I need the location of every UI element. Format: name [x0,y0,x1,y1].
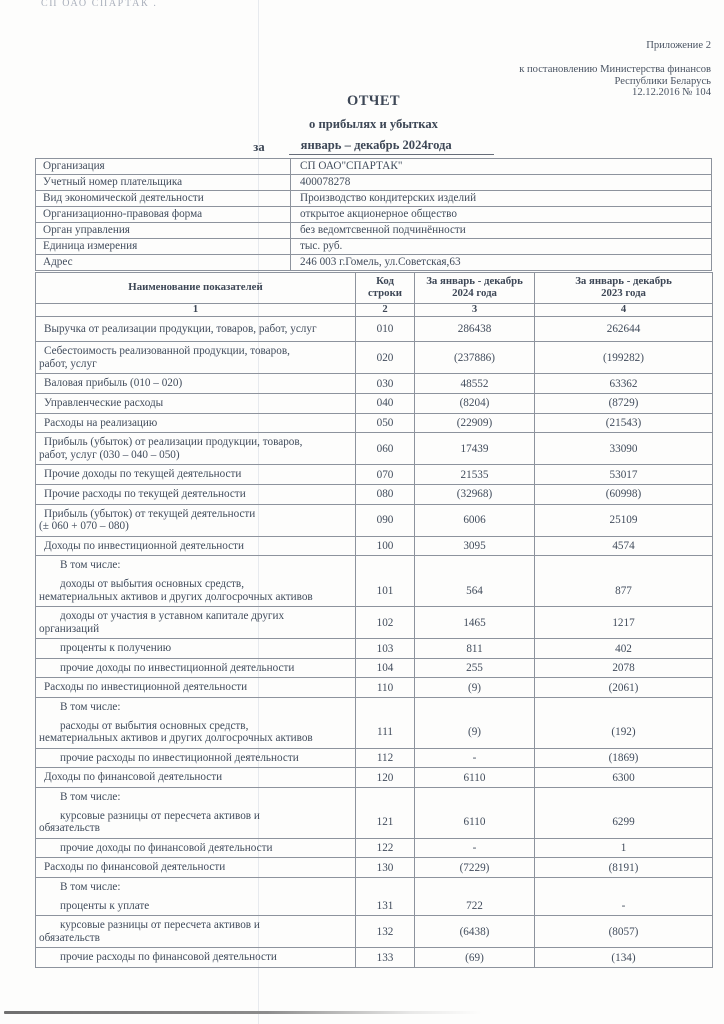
header-period-2024 [415,273,535,304]
table-row [36,838,713,858]
line-code-cell: 120 [356,768,415,788]
indicator-name-line: В том числе: [60,791,121,804]
value-2024-cell: (22909) [415,413,535,433]
value-2024-cell: 6110 [415,807,535,839]
info-value-cell: без ведомтсвенной подчинённости [291,223,712,239]
line-code-cell: 070 [356,465,415,485]
line-code-cell: 103 [356,639,415,659]
line-code-cell: 112 [356,748,415,768]
value-2024-cell [415,788,535,807]
indicator-name-line: прочие расходы по инвестиционной деятельности [60,751,299,764]
report-period-row [35,138,712,155]
scan-header-artifact-text: СП ОАО СПАРТАК . [41,0,158,9]
line-code-cell: 101 [356,575,415,607]
line-code-cell [356,698,415,717]
info-value-cell: тыс. руб. [291,239,712,255]
value-2023-cell: (1869) [535,748,713,768]
table-row [36,342,713,374]
table-row [36,393,713,413]
indicator-name-line: прочие расходы по финансовой деятельности [60,951,277,964]
indicator-name-line: прочие доходы по инвестиционной деятельности [60,661,295,674]
indicator-name-line: Прибыль (убыток) от реализации продукции, товаров, [44,436,303,449]
info-row [36,255,712,271]
value-2023-cell: (2061) [535,678,713,698]
indicator-name-cell [36,807,356,839]
profit-loss-table [35,272,713,968]
table-row [36,678,713,698]
report-title-block [35,93,712,155]
value-2023-cell: (192) [535,717,713,749]
value-2023-cell [535,878,713,897]
header-line-code [356,273,415,304]
value-2023-cell [535,698,713,717]
indicator-name-line: Себестоимость реализованной продукции, товаров, [44,345,290,358]
column-number-row [36,303,713,316]
indicator-name-line: курсовые разницы от пересчета активов и [60,809,260,822]
indicator-name-cell [36,575,356,607]
value-2024-cell: 564 [415,575,535,607]
indicator-name-cell [36,916,356,948]
indicator-name-line: В том числе: [60,559,121,572]
column-number-4: 4 [535,303,713,316]
table-subheader-row [36,556,713,575]
value-2024-cell: 17439 [415,433,535,465]
indicator-name-cell [36,484,356,504]
indicator-name-line: нематериальных активов и других долгосрочных активов [39,732,313,745]
indicator-name-line: расходы от выбытия основных средств, [60,719,249,732]
info-value-cell: 246 003 г.Гомель, ул.Советская,63 [291,255,712,271]
value-2024-cell [415,556,535,575]
value-2024-cell: 21535 [415,465,535,485]
table-row [36,948,713,968]
indicator-name-cell [36,788,356,807]
info-row [36,207,712,223]
indicator-name-cell [36,556,356,575]
line-code-cell: 122 [356,838,415,858]
value-2024-cell: (7229) [415,858,535,878]
table-row [36,807,713,839]
indicator-name-line: В том числе: [60,701,121,714]
header-period-2023-line1: За январь - декабрь [575,275,672,287]
value-2023-cell: (8057) [535,916,713,948]
header-line-code-line2: строки [367,286,403,299]
line-code-cell: 090 [356,504,415,536]
indicator-name-line: Прочие расходы по текущей деятельности [44,487,246,500]
organization-info-table [35,158,712,271]
line-code-cell: 104 [356,658,415,678]
line-code-cell: 060 [356,433,415,465]
appendix-decree-line: к постановлению Министерства финансов [519,63,711,75]
appendix-number: Приложение 2 [646,40,711,51]
value-2023-cell: 53017 [535,465,713,485]
table-row [36,374,713,394]
report-title: ОТЧЕТ [347,93,400,109]
indicator-name-line: доходы от выбытия основных средств, [60,577,245,590]
info-value-cell: 400078278 [291,175,712,191]
value-2023-cell: 1217 [535,607,713,639]
line-code-cell: 133 [356,948,415,968]
table-subheader-row [36,878,713,897]
indicator-name-line: Доходы по инвестиционной деятельности [44,539,245,552]
table-row [36,768,713,788]
value-2024-cell [415,698,535,717]
indicator-name-line: работ, услуг (030 – 040 – 050) [39,448,180,461]
indicator-name-cell [36,342,356,374]
column-number-1: 1 [36,303,356,316]
info-row [36,191,712,207]
indicator-name-cell [36,717,356,749]
info-label-cell: Вид экономической деятельности [36,191,291,207]
scan-bottom-line-artifact [4,1011,482,1014]
indicator-name-line: Расходы по инвестиционной деятельности [44,681,248,694]
value-2023-cell: (134) [535,948,713,968]
table-row [36,504,713,536]
indicator-name-line: Выручка от реализации продукции, товаров, работ, услуг [44,322,317,335]
table-subheader-row [36,698,713,717]
table-row [36,717,713,749]
line-code-cell [356,788,415,807]
appendix-block [519,40,711,99]
indicator-name-line: проценты к уплате [60,899,150,912]
value-2024-cell: 48552 [415,374,535,394]
info-label-cell: Организационно-правовая форма [36,207,291,223]
value-2024-cell [415,878,535,897]
line-code-cell [356,556,415,575]
value-2023-cell: (199282) [535,342,713,374]
column-number-2: 2 [356,303,415,316]
column-number-3: 3 [415,303,535,316]
line-code-cell: 110 [356,678,415,698]
value-2024-cell: (32968) [415,484,535,504]
value-2024-cell: 6110 [415,768,535,788]
line-code-cell: 111 [356,717,415,749]
value-2024-cell: (69) [415,948,535,968]
table-row [36,536,713,556]
info-row [36,223,712,239]
indicator-name-cell [36,433,356,465]
value-2023-cell: 402 [535,639,713,659]
indicator-name-line: В том числе: [60,881,121,893]
line-code-cell: 121 [356,807,415,839]
value-2024-cell: (9) [415,678,535,698]
table-row [36,858,713,878]
line-code-cell: 130 [356,858,415,878]
indicator-name-cell [36,748,356,768]
value-2024-cell: (6438) [415,916,535,948]
info-label-cell: Учетный номер плательщика [36,175,291,191]
value-2023-cell: 4574 [535,536,713,556]
header-period-2024-line2: 2024 года [452,286,497,299]
table-row [36,413,713,433]
info-value-cell: Производство кондитерских изделий [291,191,712,207]
value-2023-cell [535,556,713,575]
info-label-cell: Единица измерения [36,239,291,255]
indicator-name-cell [36,658,356,678]
indicator-name-line: проценты к получению [60,642,172,655]
value-2023-cell: 6299 [535,807,713,839]
table-subheader-row [36,788,713,807]
value-2023-cell: 33090 [535,433,713,465]
value-2023-cell: 877 [535,575,713,607]
line-code-cell: 132 [356,916,415,948]
indicator-name-line: Прочие доходы по текущей деятельности [44,468,242,481]
value-2024-cell: 6006 [415,504,535,536]
appendix-country-line: Республики Беларусь [614,75,711,87]
indicator-name-cell [36,465,356,485]
indicator-name-cell [36,678,356,698]
value-2024-cell: - [415,838,535,858]
table-row [36,465,713,485]
value-2024-cell: 1465 [415,607,535,639]
info-row [36,175,712,191]
info-row [36,239,712,255]
line-code-cell: 100 [356,536,415,556]
indicator-name-cell [36,698,356,717]
value-2023-cell: 63362 [535,374,713,394]
indicator-name-line: доходы от участия в уставном капитале других [60,610,285,623]
value-2024-cell: 722 [415,897,535,916]
line-code-cell: 080 [356,484,415,504]
indicator-name-line: курсовые разницы от пересчета активов и [60,919,260,932]
indicator-name-cell [36,374,356,394]
indicator-name-line: прочие доходы по финансовой деятельности [60,841,273,854]
indicator-name-line: организаций [39,622,100,635]
value-2024-cell: 3095 [415,536,535,556]
value-2023-cell: 1 [535,838,713,858]
value-2023-cell: - [535,897,713,916]
value-2024-cell: 811 [415,639,535,659]
value-2023-cell: (8191) [535,858,713,878]
value-2024-cell: - [415,748,535,768]
value-2023-cell: 2078 [535,658,713,678]
indicator-name-cell [36,393,356,413]
value-2024-cell: 255 [415,658,535,678]
line-code-cell: 050 [356,413,415,433]
indicator-name-line: Валовая прибыль (010 – 020) [44,377,183,390]
indicator-name-line: Расходы по финансовой деятельности [44,861,226,874]
line-code-cell: 040 [356,393,415,413]
value-2023-cell: (8729) [535,393,713,413]
indicator-name-cell [36,413,356,433]
indicator-name-line: Доходы по финансовой деятельности [44,771,223,784]
header-indicator-name: Наименование показателей [36,273,356,304]
info-value-cell: СП ОАО"СПАРТАК" [291,159,712,175]
indicator-name-cell [36,607,356,639]
indicator-name-cell [36,536,356,556]
header-line-code-line1: Код [376,275,394,287]
value-2023-cell: 6300 [535,768,713,788]
line-code-cell: 010 [356,316,415,342]
period-prefix: за [253,140,265,154]
indicator-name-line: обязательств [39,822,100,835]
indicator-name-cell [36,948,356,968]
indicator-name-cell [36,316,356,342]
line-code-cell: 020 [356,342,415,374]
table-row [36,658,713,678]
table-row [36,575,713,607]
value-2024-cell: (237886) [415,342,535,374]
indicator-name-cell [36,768,356,788]
value-2023-cell: (21543) [535,413,713,433]
line-code-cell: 030 [356,374,415,394]
table-header-row [36,273,713,304]
value-2024-cell: (8204) [415,393,535,413]
indicator-name-line: обязательств [39,931,100,944]
indicator-name-line: нематериальных активов и других долгосрочных активов [39,590,313,603]
indicator-name-line: Управленческие расходы [44,396,164,409]
value-2023-cell: 262644 [535,316,713,342]
info-value-cell: открытое акционерное общество [291,207,712,223]
indicator-name-cell [36,504,356,536]
value-2023-cell [535,788,713,807]
indicator-name-cell [36,878,356,897]
table-row [36,897,713,916]
header-period-2023-line2: 2023 года [601,286,646,299]
line-code-cell: 131 [356,897,415,916]
line-code-cell [356,878,415,897]
report-period: январь – декабрь 2024года [289,138,494,155]
value-2023-cell: 25109 [535,504,713,536]
info-row [36,159,712,175]
info-label-cell: Орган управления [36,223,291,239]
indicator-name-cell [36,897,356,916]
appendix-date-number: 12.12.2016 № 104 [632,87,711,99]
indicator-name-line: работ, услуг [39,357,97,370]
indicator-name-cell [36,639,356,659]
value-2024-cell: (9) [415,717,535,749]
header-period-2023 [535,273,713,304]
indicator-name-line: Прибыль (убыток) от текущей деятельности [44,507,256,520]
info-label-cell: Организация [36,159,291,175]
value-2023-cell: (60998) [535,484,713,504]
indicator-name-line: Расходы на реализацию [44,416,158,429]
indicator-name-line: (± 060 + 070 – 080) [39,520,129,533]
table-row [36,748,713,768]
table-row [36,639,713,659]
table-row [36,607,713,639]
indicator-name-cell [36,838,356,858]
value-2024-cell: 286438 [415,316,535,342]
table-row [36,433,713,465]
table-row [36,916,713,948]
header-period-2024-line1: За январь - декабрь [426,275,523,287]
table-row [36,316,713,342]
table-row [36,484,713,504]
line-code-cell: 102 [356,607,415,639]
indicator-name-cell [36,858,356,878]
report-subtitle: о прибылях и убытках [309,117,438,131]
info-label-cell: Адрес [36,255,291,271]
